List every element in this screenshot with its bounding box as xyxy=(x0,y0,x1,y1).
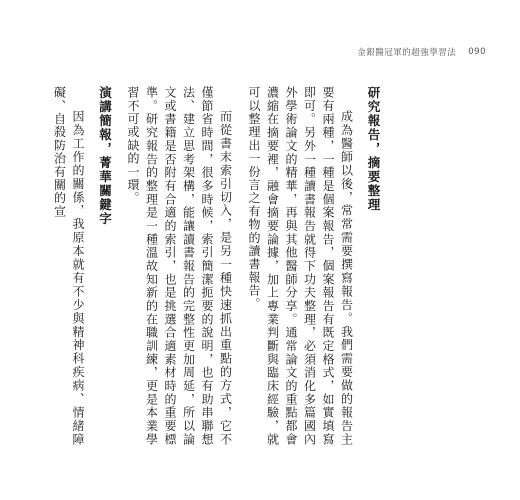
page-number: 090 xyxy=(468,47,486,57)
book-title: 金銀醫冠軍的超強學習法 xyxy=(357,48,457,58)
paragraph-research-report-2: 而從書末索引切入，是另一種快速抓出重點的方式，它不僅節省時間，很多時候，索引簡潔扼要的說明，也有助串聯想法、建立思考架構，能讓讀書報告的完整性更加周延，所以論文或書籍是否附有合適的索引，也是挑選合適素材時的重要標準。研究報告的整理是一種溫故知新的在職訓練，更是本業學習不可或缺的一環。 xyxy=(126,86,233,446)
running-header xyxy=(357,45,486,59)
paragraph-presentation-1: 因為工作的關係，我原本就有不少與精神科疾病、情緒障礙、自殺防治有關的宣 xyxy=(52,86,85,446)
body-text xyxy=(50,86,382,446)
section-heading-research-report: 研究報告，摘要整理 xyxy=(366,86,381,212)
paragraph-research-report-1: 成為醫師以後，常常需要撰寫報告。我們需要做的報告主要有兩種，一種是個案報告，個案報告有既定格式，如實填寫即可。另外一種讀書報告就得下功夫整理，必須消化多篇國內外學術論文的精華，再與其他醫師分享。通常論文的重點都會濃縮在摘要裡，融會摘要論據，加上專業判斷與臨床經驗，就可以整理出一份言之有物的讀書報告。 xyxy=(247,86,354,446)
section-heading-presentation: 演講簡報，菁華關鍵字 xyxy=(97,86,113,226)
